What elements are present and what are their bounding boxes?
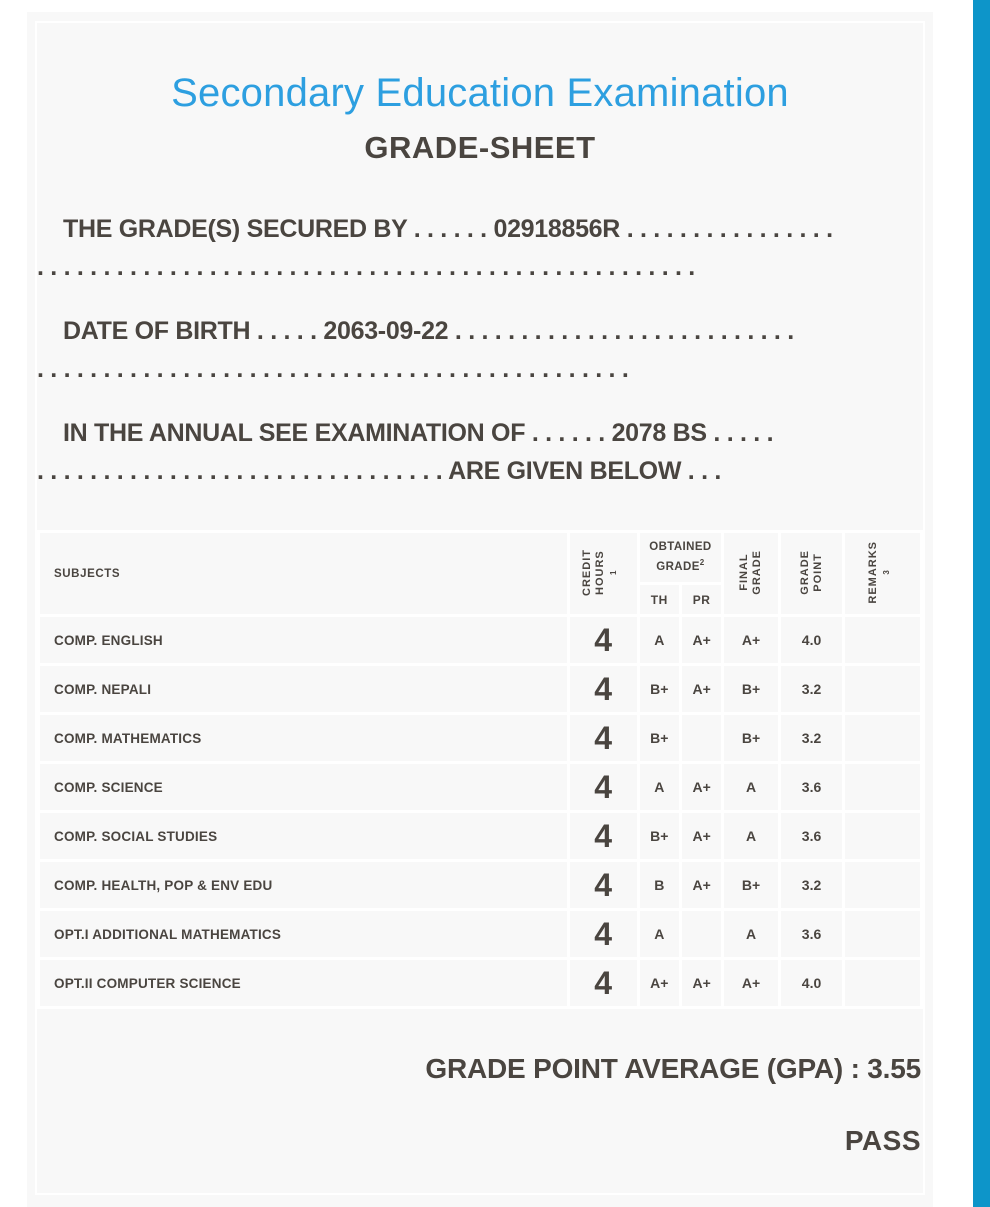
- col-header-grade-point: [779, 532, 843, 616]
- remarks-cell: [844, 763, 922, 812]
- th-grade-cell: A: [638, 616, 680, 665]
- date-of-birth-line1: DATE OF BIRTH . . . . . 2063-09-22 . . . . . . . . . . . . . . . . . . . . . . . . . .: [63, 317, 794, 345]
- date-of-birth-statement: [37, 312, 923, 388]
- pr-grade-cell: A+: [680, 763, 722, 812]
- remarks-cell: [844, 616, 922, 665]
- final-grade-cell: B+: [723, 861, 780, 910]
- grade-point-cell: 3.2: [779, 714, 843, 763]
- table-header-row-1: [39, 532, 922, 584]
- pr-grade-cell: [680, 714, 722, 763]
- final-grade-cell: A+: [723, 616, 780, 665]
- statements-block: [37, 210, 923, 490]
- col-header-obtained-grade: OBTAINED GRADE$^2$: [638, 532, 723, 584]
- pr-grade-cell: A+: [680, 861, 722, 910]
- remarks-cell: [844, 812, 922, 861]
- gpa-summary: GRADE POINT AVERAGE (GPA) : 3.55: [425, 1053, 921, 1084]
- credit-hours-cell: 4: [568, 812, 638, 861]
- final-grade-cell: A: [723, 910, 780, 959]
- grade-sheet-content: [37, 23, 923, 1193]
- subject-cell: COMP. ENGLISH: [39, 616, 569, 665]
- remarks-cell: [844, 861, 922, 910]
- table-row: [39, 665, 922, 714]
- th-grade-cell: B: [638, 861, 680, 910]
- grade-point-rotated-label: GRADE POINT: [798, 549, 824, 595]
- credit-hours-rotated-label: CREDIT HOURS $^1$: [580, 548, 618, 596]
- th-grade-cell: B+: [638, 714, 680, 763]
- remarks-cell: [844, 910, 922, 959]
- grade-point-cell: 4.0: [779, 616, 843, 665]
- subject-cell: COMP. NEPALI: [39, 665, 569, 714]
- th-grade-cell: B+: [638, 665, 680, 714]
- th-grade-cell: A+: [638, 959, 680, 1008]
- date-of-birth-line2: . . . . . . . . . . . . . . . . . . . . . . . . . . . . . . . . . . . . . . . . . . . . .: [37, 355, 629, 383]
- pr-grade-cell: A+: [680, 665, 722, 714]
- secured-by-line2: . . . . . . . . . . . . . . . . . . . . . . . . . . . . . . . . . . . . . . . . . . . . . . . . . .: [37, 253, 695, 281]
- grade-point-cell: 3.6: [779, 812, 843, 861]
- remarks-cell: [844, 714, 922, 763]
- final-grade-cell: A: [723, 763, 780, 812]
- col-header-subjects: SUBJECTS: [39, 532, 569, 616]
- examination-year-statement: [37, 414, 923, 490]
- subject-cell: COMP. SOCIAL STUDIES: [39, 812, 569, 861]
- final-grade-cell: A+: [723, 959, 780, 1008]
- table-row: [39, 861, 922, 910]
- col-header-remarks: [844, 532, 922, 616]
- result-status: PASS: [844, 1125, 921, 1156]
- subject-cell: COMP. SCIENCE: [39, 763, 569, 812]
- credit-hours-cell: 4: [568, 763, 638, 812]
- pr-grade-cell: A+: [680, 959, 722, 1008]
- subject-cell: COMP. MATHEMATICS: [39, 714, 569, 763]
- credit-hours-cell: 4: [568, 665, 638, 714]
- grade-point-cell: 3.2: [779, 665, 843, 714]
- secured-by-line1: THE GRADE(S) SECURED BY . . . . . . 02918856R . . . . . . . . . . . . . . . .: [63, 215, 833, 243]
- final-grade-rotated-label: FINAL GRADE: [738, 549, 764, 595]
- th-grade-cell: B+: [638, 812, 680, 861]
- grade-sheet-heading: GRADE-SHEET: [364, 130, 596, 165]
- grades-table: [37, 530, 923, 1009]
- credit-hours-cell: 4: [568, 714, 638, 763]
- credit-hours-cell: 4: [568, 959, 638, 1008]
- grade-point-cell: 3.6: [779, 763, 843, 812]
- grade-point-cell: 3.6: [779, 910, 843, 959]
- examination-year-line2: . . . . . . . . . . . . . . . . . . . . . . . . . . . . . . . ARE GIVEN BELOW . . .: [37, 457, 721, 485]
- col-header-final-grade: [723, 532, 780, 616]
- col-header-th: TH: [638, 584, 680, 616]
- secured-by-statement: [37, 210, 923, 286]
- table-row: [39, 714, 922, 763]
- grade-point-cell: 4.0: [779, 959, 843, 1008]
- blue-edge-strip: [973, 0, 990, 1207]
- subject-cell: COMP. HEALTH, POP & ENV EDU: [39, 861, 569, 910]
- pr-grade-cell: A+: [680, 616, 722, 665]
- remarks-rotated-label: REMARKS $^3$: [866, 540, 891, 604]
- th-grade-cell: A: [638, 910, 680, 959]
- table-row: [39, 959, 922, 1008]
- th-grade-cell: A: [638, 763, 680, 812]
- final-grade-cell: B+: [723, 665, 780, 714]
- table-row: [39, 812, 922, 861]
- table-row: [39, 616, 922, 665]
- pr-grade-cell: A+: [680, 812, 722, 861]
- remarks-cell: [844, 665, 922, 714]
- col-header-credit-hours: [568, 532, 638, 616]
- subject-cell: OPT.I ADDITIONAL MATHEMATICS: [39, 910, 569, 959]
- table-row: [39, 763, 922, 812]
- grade-sheet-card: [27, 12, 933, 1207]
- final-grade-cell: B+: [723, 714, 780, 763]
- subject-cell: OPT.II COMPUTER SCIENCE: [39, 959, 569, 1008]
- pr-grade-cell: [680, 910, 722, 959]
- credit-hours-cell: 4: [568, 910, 638, 959]
- page-title: Secondary Education Examination: [171, 71, 789, 115]
- final-grade-cell: A: [723, 812, 780, 861]
- table-row: [39, 910, 922, 959]
- examination-year-line1: IN THE ANNUAL SEE EXAMINATION OF . . . . . . 2078 BS . . . . .: [63, 419, 774, 447]
- remarks-cell: [844, 959, 922, 1008]
- grade-point-cell: 3.2: [779, 861, 843, 910]
- credit-hours-cell: 4: [568, 861, 638, 910]
- credit-hours-cell: 4: [568, 616, 638, 665]
- col-header-pr: PR: [680, 584, 722, 616]
